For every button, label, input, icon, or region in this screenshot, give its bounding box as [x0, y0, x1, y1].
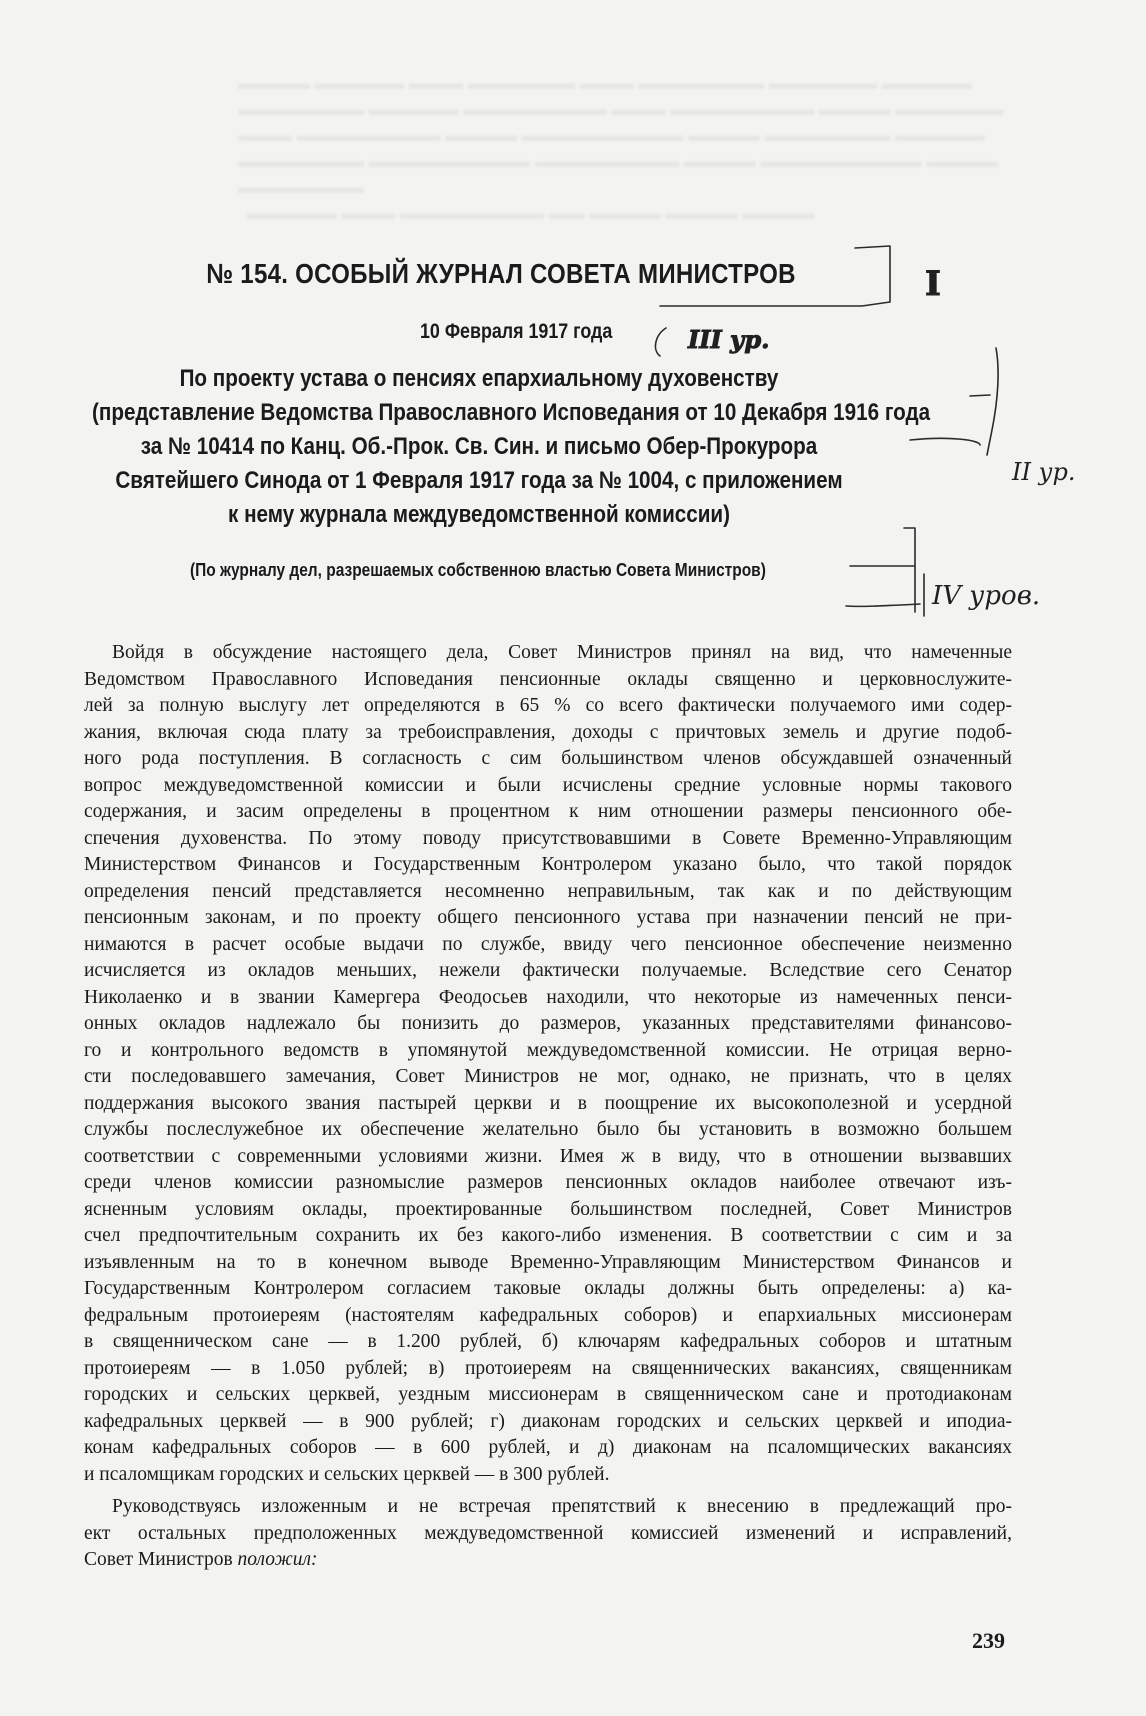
text-line: Ведомством Православного Исповедания пенсионные оклады священно и церковнослужите- [84, 668, 1012, 690]
paragraph-1 [84, 640, 1012, 1488]
document-title: № 154. ОСОБЫЙ ЖУРНАЛ СОВЕТА МИНИСТРОВ [206, 258, 796, 289]
text-line: ект остальных предположенных междуведомственной комиссией изменений и исправлений, [84, 1522, 1012, 1544]
text-line: и псаломщикам городских и сельских церквей — в 300 рублей. [84, 1463, 610, 1485]
text-line: кафедральных церквей — в 900 рублей; г) диаконам городских и сельских церквей и иподиа- [84, 1410, 1012, 1432]
text-line: городских и сельских церквей, уездным миссионерам в священническом сане и протодиаконам [84, 1384, 1012, 1405]
document-date: 10 Февраля 1917 года [420, 320, 613, 343]
text-line: спечения духовенства. По этому поводу присутствовавшими в Совете Временно-Управляющим [84, 827, 1012, 849]
text-line: онных окладов надлежало бы понизить до размеров, указанных представителями финансово- [84, 1013, 1012, 1034]
text-line: протоиереям — в 1.050 рублей; в) протоиереям на священнических вакансиях, священникам [84, 1357, 1012, 1379]
text-line: в священническом сане — в 1.200 рублей, б) ключарям кафедральных соборов и штатным [84, 1331, 1012, 1352]
text-line: содержания, и засим определены в процентном к ним отношении размеры пенсионного обе- [84, 801, 1012, 822]
text-line: го и контрольного ведомств в упомянутой междуведомственной комиссии. Не отрицая верно- [84, 1039, 1012, 1061]
text-line: Государственным Контролером согласием таковые оклады должны быть определены: а) ка- [84, 1278, 1012, 1299]
text-line: Николаенко и в звании Камергера Феодосьев находили, что некоторые из намеченных пенси- [84, 986, 1012, 1008]
text-line: Министерством Финансов и Государственным Контролером указано было, что такой порядок [84, 854, 1012, 875]
handwritten-mark-subtitle: II ур. [1012, 458, 1076, 486]
subtitle-line: По проекту устава о пенсиях епархиальному духовенству [179, 365, 779, 392]
subtitle-line: к нему журнала междуведомственной комиссии) [228, 501, 730, 528]
text-line: соответствии с современными условиями жизни. Имея ж в виду, что в отношении вызвавших [84, 1145, 1012, 1167]
text-line: Руководствуясь изложенным и не встречая препятствий к внесению в предлежащий про- [112, 1496, 1012, 1517]
text-line: исчисляется из окладов меньших, нежели фактически получаемые. Вследствие сего Сенатор [84, 960, 1012, 981]
text-line: вопрос междуведомственной комиссии и были исчислены средние условные нормы такового [84, 774, 1012, 796]
text-line: конам кафедральных соборов — в 600 рублей, и д) диаконам на псаломщических вакансиях [84, 1437, 1012, 1458]
text-span: Совет Министров [84, 1549, 238, 1570]
text-line: счел предпочтительным сохранить их без какого-либо изменения. В соответствии с сим и за [84, 1225, 1012, 1246]
handwritten-mark-date: III ур. [688, 325, 770, 354]
subtitle-line: за № 10414 по Канц. Об.-Прок. Св. Син. и письмо Обер-Прокурора [140, 433, 818, 460]
subtitle-line: Святейшего Синода от 1 Февраля 1917 года за № 1004, с приложением [115, 467, 843, 494]
handwritten-mark-title: I [925, 264, 941, 304]
text-line: изъявленным на то в конечном выводе Временно-Управляющим Министерством Финансов и [84, 1251, 1012, 1273]
body-text [84, 640, 1012, 1574]
document-subtitle [92, 362, 931, 532]
text-line: жания, включая сюда плату за требоисправления, доходы с причтовых земель и другие подоб- [84, 721, 1012, 743]
document-note: (По журналу дел, разрешаемых собственною властью Совета Министров) [190, 560, 766, 580]
handwritten-mark-note: IV уров. [932, 581, 1041, 611]
text-line: ного рода поступления. В согласность с сим большинством членов обсуждавшей означенный [84, 748, 1012, 769]
page-number: 239 [972, 1628, 1005, 1653]
text-line: службы послеслужебное их обеспечение желательно было бы установить в возможно большем [84, 1119, 1012, 1140]
paragraph-2 [84, 1494, 1012, 1574]
text-line: ясненным условиям оклады, проектированные большинством последней, Совет Министров [84, 1198, 1012, 1220]
text-line: нимаются в расчет особые выдачи по службе, ввиду чего пенсионное обеспечение неизменно [84, 933, 1012, 955]
text-line: среди членов комиссии разномыслие размеров пенсионных окладов наиболее отвечают изъ- [84, 1172, 1012, 1193]
text-line [84, 1547, 1012, 1574]
text-line: определения пенсий представляется несомненно неправильным, так как и по действующим [84, 880, 1012, 902]
bleed-through-text: ▬▬▬▬ ▬▬▬▬▬ ▬▬▬ ▬▬▬▬▬▬ ▬▬▬ ▬▬▬▬▬▬▬ ▬▬▬▬▬▬ ▬▬▬▬▬ ▬▬▬▬▬▬▬ ▬▬▬▬▬ ▬▬▬▬▬▬▬▬ ▬▬▬ ▬▬▬▬▬▬▬▬ ▬▬▬▬ ▬▬▬▬▬▬ ▬▬▬ ▬▬▬▬▬▬▬▬ ▬▬▬▬ ▬▬▬▬▬▬▬▬▬ ▬▬▬▬ ▬▬▬▬▬▬▬ ▬▬▬▬▬ ▬▬▬▬▬▬▬ ▬▬▬▬▬▬▬▬▬ ▬▬▬▬▬▬▬▬ ▬▬▬▬ ▬▬▬▬▬▬▬▬▬ ▬▬▬▬ ▬▬▬▬▬▬▬ ▬▬▬▬▬ ▬▬▬ ▬▬▬▬▬▬▬▬ ▬▬ ▬▬▬▬ ▬▬▬▬ ▬▬▬▬ [238, 73, 1003, 223]
text-line: Войдя в обсуждение настоящего дела, Совет Министров принял на вид, что намеченные [112, 642, 1012, 663]
text-line: пенсионным законам, и по проекту общего пенсионного устава при назначении пенсий не при- [84, 907, 1012, 928]
text-line: лей за полную выслугу лет определяются в 65 % со всего фактически получаемого ими содер- [84, 695, 1012, 716]
subtitle-line: (представление Ведомства Православного Исповедания от 10 Декабря 1916 года [92, 399, 931, 426]
text-line: сти последовавшего замечания, Совет Министров не мог, однако, не признать, что в целях [84, 1066, 1012, 1087]
italic-text: положил: [237, 1549, 318, 1570]
text-line: федральным протоиереям (настоятелям кафедральных соборов) и епархиальных миссионерам [84, 1304, 1012, 1326]
text-line: поддержания высокого звания пастырей церкви и в поощрение их высокополезной и усердной [84, 1092, 1012, 1114]
